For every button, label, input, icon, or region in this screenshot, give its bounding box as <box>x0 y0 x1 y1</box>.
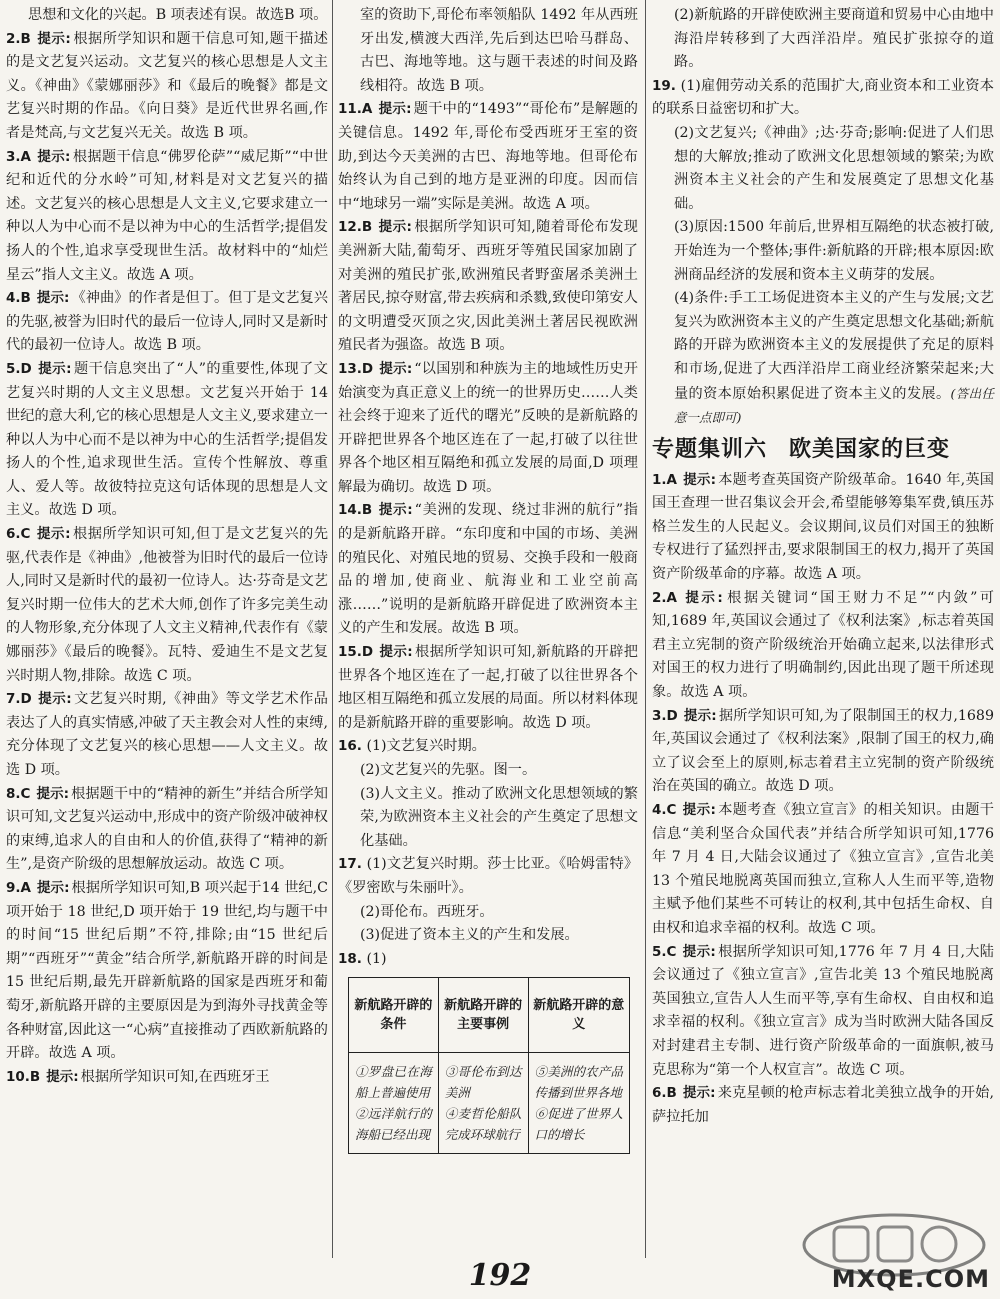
item-number: 19. <box>652 77 676 94</box>
hint-label: 提示: <box>36 526 71 543</box>
answer-list <box>652 469 994 1130</box>
hint-label: 提示: <box>36 30 71 47</box>
item-number: 3. <box>652 707 667 724</box>
column-divider <box>645 0 646 1258</box>
hint-label: 提示: <box>682 802 716 818</box>
answer-list <box>338 98 638 735</box>
item-number: 10. <box>6 1068 30 1085</box>
hint-text: 题干中的“1493”“哥伦布”是解题的关键信息。1492 年,哥伦布受西班牙王室的资助,到达今天美洲的古巴、海地等地。但哥伦布始终认为自己到的地方是亚洲的印度。因而信中“地球另一端”实际是美洲。故选 A 项。 <box>338 101 638 212</box>
item-number: 15. <box>338 644 362 661</box>
item-number: 5. <box>652 943 667 960</box>
answer-item <box>338 98 638 216</box>
answer-item <box>652 941 994 1083</box>
answer-item-19 <box>652 75 994 122</box>
hint-text: 据所学知识可知,为了限制国王的权力,1689 年,英国议会通过了《权利法案》,限制了国王的权力,确立了议会至上的原则,标志着君主立宪制的资产阶级统治在英国的确立。故选 D 项。 <box>652 707 994 795</box>
q17-part-3: (3)促进了资本主义的产生和发展。 <box>360 927 579 944</box>
new-route-table <box>348 977 630 1154</box>
item-number: 9. <box>6 879 21 896</box>
continued-text: 室的资助下,哥伦布率领船队 1492 年从西班牙出发,横渡大西洋,先后到达巴哈马群岛、古巴、海地等地。这与题干表述的时间及路线相符。故选 B 项。 <box>360 7 638 94</box>
answer-letter: D <box>361 644 374 661</box>
q19-part-2: (2)文艺复兴;《神曲》;达·芬奇;影响:促进了人们思想的大解放;推动了欧洲文化思想领域的繁荣;为欧洲资本主义社会的产生和发展奠定了思想文化基础。 <box>674 124 994 212</box>
item-number: 14. <box>338 502 362 519</box>
answer-item <box>6 877 328 1066</box>
answer-item <box>6 287 328 358</box>
hint-text: 根据题干中的“精神的新生”并结合所学知识可知,文艺复兴运动中,形成中的资产阶级冲破神权的束缚,追求人的自由和人的价值,获得了“精神的新生”,是资产阶级的思想解放运动。故选 C 项。 <box>6 785 328 873</box>
answer-item <box>652 587 994 705</box>
answer-item <box>6 28 328 146</box>
q17-part-1: (1)文艺复兴时期。莎士比亚。《哈姆雷特》《罗密欧与朱丽叶》。 <box>338 856 639 896</box>
column-right <box>652 4 994 1129</box>
hint-label: 提示: <box>378 502 413 519</box>
answer-item <box>652 705 994 799</box>
item-number: 4. <box>6 290 21 307</box>
answer-item-16 <box>338 735 638 759</box>
item-number: 8. <box>6 785 21 802</box>
answer-letter: B <box>361 219 373 236</box>
column-divider <box>332 0 333 1258</box>
answer-item-18 <box>338 948 638 972</box>
hint-text: 本题考查英国资产阶级革命。1640 年,英国国王查理一世召集议会开会,希望能够筹集军费,镇压苏格兰发生的人民起义。会议期间,议员们对国王的独断专权进行了猛烈抨击,要求限制国王的权力,揭开了英国资产阶级革命的序幕。故选 A 项。 <box>652 471 994 583</box>
hint-text: 题干信息突出了“人”的重要性,体现了文艺复兴时期的人文主义思想。文艺复兴开始于 14 世纪的意大利,它的核心思想是人文主义,要求建立一种以人为中心而不是以神为中心的生活哲学;提倡发扬人的个性,追求现世生活。宣传个性解放、尊重人、爱人等。故彼特拉克这句话体现的思想是人文主义。故选 D 项。 <box>6 360 328 519</box>
answer-letter: D <box>361 360 374 377</box>
hint-label: 提示: <box>46 1068 79 1085</box>
q19-note: (答出任意一点即可) <box>674 385 994 426</box>
handwritten-answer: ⑥促进了世界人口的增长 <box>534 1106 623 1143</box>
answer-letter: A <box>666 471 677 488</box>
answer-letter: B <box>20 30 31 47</box>
answer-item <box>338 358 638 500</box>
q19-part-3: (3)原因:1500 年前后,世界相互隔绝的状态被打破,开始连为一个整体;事件:新航路的开辟;根本原因:欧洲商品经济的发展和资本主义萌芽的发展。 <box>674 219 994 283</box>
answer-item <box>6 523 328 688</box>
hint-text: 根据所学知识可知,1776 年 7 月 4 日,大陆会议通过了《独立宣言》,宣告北美 13 个殖民地脱离英国独立,宣告人人生而平等,享有生命权、自由权和追求幸福的权利。《独立宣言》成为当时欧洲大陆各国反对封建君主专制、进行资产阶级革命的一面旗帜,被马克思称为“第一个人权宣言”。故选 C 项。 <box>652 943 994 1078</box>
hint-label: 提示: <box>379 644 413 661</box>
page-number: 192 <box>468 1258 532 1293</box>
q16-part-3: (3)人文主义。推动了欧洲文化思想领域的繁荣,为欧洲资本主义社会的产生奠定了思想文化基础。 <box>360 785 638 849</box>
answer-list <box>6 28 328 1090</box>
hint-text: 根据所学知识可知,B 项兴起于14 世纪,C 项开始于 18 世纪,D 项开始于 19 世纪,均与题干中的时间“15 世纪后期”不符,排除;由“15 世纪后期”“西班牙”“黄金”结合所学,新航路开辟的时间是15 世纪后期,最先开辟新航路的国家是西班牙和葡萄牙,新航路开辟的主要原因是为到海外寻找黄金等各种财富,因此这一“心病”直接推动了西欧新航路的开辟。故选 A 项。 <box>6 879 329 1062</box>
hint-label: 提示: <box>682 471 717 488</box>
answer-item <box>6 146 328 288</box>
q19-part-4 <box>652 287 994 431</box>
item-number: 16. <box>338 738 362 755</box>
item-number: 2. <box>6 30 21 47</box>
handwritten-answer: ①罗盘已在海船上普遍使用 <box>355 1064 432 1101</box>
answer-item <box>652 799 994 941</box>
hint-label: 提示: <box>378 219 412 236</box>
table-cell <box>349 1053 439 1154</box>
handwritten-answer: ③哥伦布到达美洲 <box>444 1064 522 1101</box>
item-number: 17. <box>338 856 362 873</box>
answer-letter: B <box>361 502 373 519</box>
item-number: 3. <box>6 148 21 165</box>
answer-item-17 <box>338 853 638 900</box>
hint-label: 提示: <box>37 691 72 708</box>
hint-label: 提示: <box>36 148 71 165</box>
handwritten-answer: ⑤美洲的农产品传播到世界各地 <box>534 1064 623 1101</box>
answer-letter: D <box>20 691 32 708</box>
item-number: 12. <box>338 219 362 236</box>
answer-letter: C <box>666 943 677 960</box>
hint-label: 提示: <box>682 589 723 606</box>
item-number: 13. <box>338 360 362 377</box>
table-cell <box>528 1053 629 1154</box>
handwritten-answer: ②远洋航行的海船已经出现 <box>355 1106 432 1143</box>
hint-text: 文艺复兴时期,《神曲》等文学艺术作品表达了人的真实情感,冲破了天主教会对人性的束缚,充分体现了文艺复兴的核心思想——人文主义。故选 D 项。 <box>6 691 328 778</box>
answer-letter: D <box>20 360 32 377</box>
hint-text: 本题考查《独立宣言》的相关知识。由题干信息“美利坚合众国代表”并结合所学知识可知,1776 年 7 月 4 日,大陆会议通过了《独立宣言》,宣告北美 13 个殖民地脱离英国而独立,宣称人人生而平等,造物主赋予他们某些不可转让的权利,其中包括生命权、自由权和追求幸福的权利。故选 C 项。 <box>652 802 994 936</box>
continued-text: 思想和文化的兴起。B 项表述有误。故选B 项。 <box>28 7 328 23</box>
q18-label: (1) <box>366 950 387 967</box>
column-left <box>6 4 328 1089</box>
q16-part-2: (2)文艺复兴的先驱。图一。 <box>360 762 537 778</box>
hint-label: 提示: <box>36 785 70 802</box>
answer-letter: C <box>666 802 677 818</box>
item-number: 1. <box>652 471 667 488</box>
hint-text: “美洲的发现、绕过非洲的航行”指的是新航路开辟。“东印度和中国的市场、美洲的殖民化、对殖民地的贸易、交换手段和一般商品的增加,使商业、航海业和工业空前高涨……”说明的是新航路开辟促进了欧洲资本主义的产生和发展。故选 B 项。 <box>338 502 638 637</box>
item-number: 6. <box>652 1085 667 1102</box>
item-number: 7. <box>6 691 21 708</box>
hint-text: 根据所学知识可知,在西班牙王 <box>80 1068 270 1085</box>
section-title-main: 专题集训六 <box>652 436 768 462</box>
item-number: 18. <box>338 950 362 967</box>
answer-letter: A <box>20 879 31 896</box>
answer-letter: D <box>666 707 678 724</box>
answer-letter: C <box>20 785 31 802</box>
hint-label: 提示: <box>682 943 716 960</box>
hint-label: 提示: <box>378 101 412 118</box>
item-number: 6. <box>6 526 21 543</box>
hint-text: 根据题干信息“佛罗伦萨”“威尼斯”“中世纪和近代的分水岭”可知,材料是对文艺复兴的描述。文艺复兴的核心思想是人文主义,它要求建立一种以人为中心而不是以神为中心的生活哲学;提倡发扬人的个性,追求享受现世生活。故材料中的“灿烂星云”指人文主义。故选 A 项。 <box>6 148 328 283</box>
answer-letter: A <box>361 101 373 118</box>
hint-label: 提示: <box>36 290 70 307</box>
handwritten-answer: ④麦哲伦船队完成环球航行 <box>444 1106 522 1143</box>
table-cell <box>438 1053 528 1154</box>
answer-item <box>6 1066 328 1090</box>
answer-letter: C <box>20 526 31 543</box>
q19-part-4-text: (4)条件:手工工场促进资本主义的产生与发展;文艺复兴为欧洲资本主义的产生奠定思想文化基础;新航路的开辟为欧洲资本主义的发展提供了充足的原料和市场,促进了大西洋沿岸工商业经济繁荣起来;大量的资本原始积累促进了资本主义的发展。 <box>674 290 994 402</box>
hint-label: 提示: <box>683 707 717 724</box>
answer-letter: B <box>20 290 31 307</box>
answer-item <box>652 1082 994 1129</box>
table-header: 新航路开辟的意义 <box>528 978 629 1053</box>
hint-label: 提示: <box>379 360 413 377</box>
watermark-site: MXQE.COM <box>831 1265 990 1293</box>
hint-text: 来克星顿的枪声标志着北美独立战争的开始,萨拉托加 <box>652 1085 994 1125</box>
answer-item <box>6 688 328 782</box>
item-number: 4. <box>652 802 667 818</box>
q18-part-2: (2)新航路的开辟使欧洲主要商道和贸易中心由地中海沿岸转移到了大西洋沿岸。殖民扩张掠夺的道路。 <box>674 7 994 71</box>
table-header: 新航路开辟的主要事例 <box>438 978 528 1053</box>
hint-text: 《神曲》的作者是但丁。但丁是文艺复兴的先驱,被誉为旧时代的最后一位诗人,同时又是新时代的最初一位诗人。故选 B 项。 <box>6 290 328 354</box>
hint-text: 根据所学知识可知,但丁是文艺复兴的先驱,代表作是《神曲》,他被誉为旧时代的最后一位诗人,同时又是新时代的最初一位诗人。达·芬奇是文艺复兴时期一位伟大的艺术大师,创作了许多完美生动的人物形象,充分体现了人文主义精神,代表作有《蒙娜丽莎》《最后的晚餐》。瓦特、爱迪生不是文艺复兴时期人物,排除。故选 C 项。 <box>6 526 329 684</box>
hint-text: “以国别和种族为主的地域性历史开始演变为真正意义上的统一的世界历史……人类社会终于迎来了近代的曙光”反映的是新航路的开辟把世界各个地区连在了一起,打破了以往世界各个地区相互隔绝和孤立发展的局面,D 项理解最为确切。故选 D 项。 <box>338 360 638 495</box>
answer-letter: B <box>666 1085 677 1102</box>
answer-item <box>6 783 328 877</box>
hint-text: 根据所学知识可知,随着哥伦布发现美洲新大陆,葡萄牙、西班牙等殖民国家加剧了对美洲的殖民扩张,欧洲殖民者野蛮屠杀美洲土著居民,掠夺财富,带去疾病和杀戮,致使印第安人的文明遭受灭顶之灾,因此美洲土著居民视欧洲殖民者为强盗。故选 B 项。 <box>338 219 638 354</box>
answer-item <box>338 216 638 358</box>
answer-letter: A <box>666 589 677 606</box>
hint-text: 根据所学知识可知,新航路的开辟把世界各个地区连在了一起,打破了以往世界各个地区相互隔绝和孤立发展的局面。所以材料体现的是新航路开辟的重要影响。故选 D 项。 <box>338 644 638 731</box>
answer-item <box>6 358 328 523</box>
hint-text: 根据关键词“国王财力不足”“内敛”可知,1689 年,英国议会通过了《权利法案》,标志着英国君主立宪制的资产阶级统治开始确立起来,以法律形式对国王的权力进行了明确制约,因此出现了题干所述现象。故选 A 项。 <box>652 589 994 701</box>
answer-item <box>338 499 638 641</box>
hint-label: 提示: <box>682 1085 716 1102</box>
section-title <box>652 433 994 467</box>
table-header: 新航路开辟的条件 <box>349 978 439 1053</box>
hint-label: 提示: <box>37 360 72 377</box>
hint-text: 根据所学知识和题干信息可知,题干描述的是文艺复兴运动。文艺复兴的核心思想是人文主义。《神曲》《蒙娜丽莎》和《最后的晚餐》都是文艺复兴时期的作品。《向日葵》是近代世界名画,作者是梵高,与文艺复兴无关。故选 B 项。 <box>6 30 328 141</box>
hint-label: 提示: <box>36 879 70 896</box>
q17-part-2: (2)哥伦布。西班牙。 <box>360 903 494 920</box>
answer-item <box>652 469 994 587</box>
answer-letter: A <box>20 148 31 165</box>
section-title-sub: 欧美国家的巨变 <box>789 436 951 462</box>
column-middle <box>338 4 638 1154</box>
item-number: 2. <box>652 589 667 606</box>
answer-letter: B <box>29 1068 41 1085</box>
q19-part-1: (1)雇佣劳动关系的范围扩大,商业资本和工业资本的联系日益密切和扩大。 <box>652 77 994 118</box>
answer-item <box>338 641 638 735</box>
item-number: 11. <box>338 101 362 118</box>
item-number: 5. <box>6 360 21 377</box>
q16-part-1: (1)文艺复兴时期。 <box>366 738 486 755</box>
